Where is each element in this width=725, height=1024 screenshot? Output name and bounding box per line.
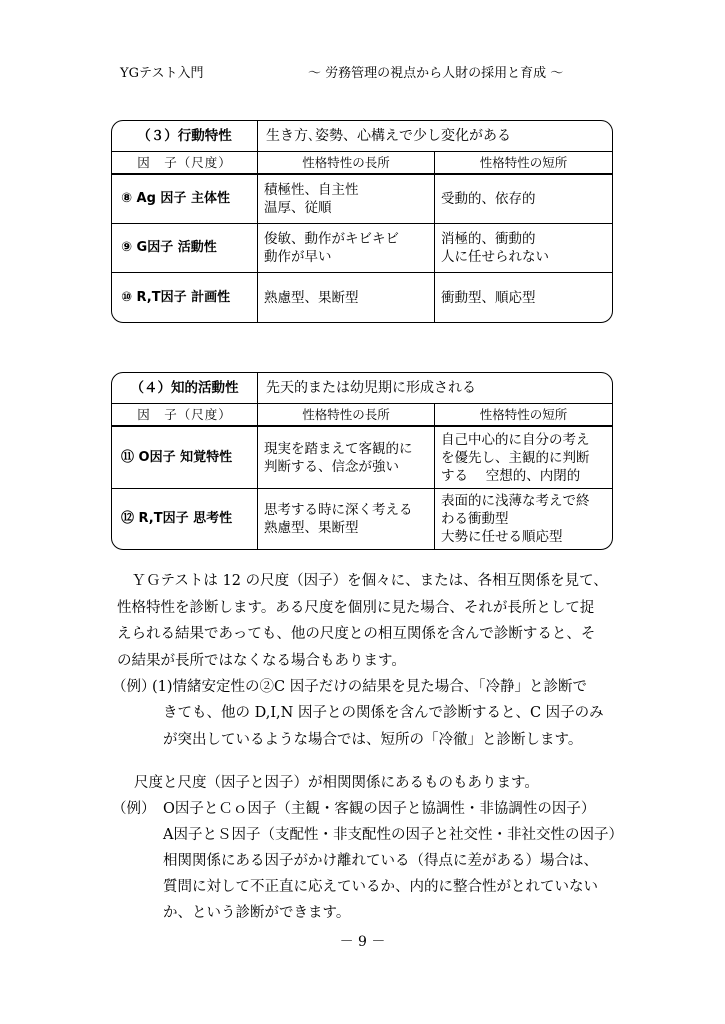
table-header-row: [112, 404, 612, 427]
example-2-label: （例）: [112, 801, 156, 817]
column-header-weaknesses: 性格特性の短所: [479, 406, 568, 422]
table-row: [112, 273, 612, 322]
table-subtitle: 生き方､姿勢、心構えで少し変化がある: [266, 128, 511, 144]
header-left: YGテスト入門: [120, 66, 204, 81]
weaknesses-cell: 衝動型、順応型: [441, 289, 536, 306]
table-title-row: [112, 121, 612, 152]
factor-cell: ⑨ G因子 活動性: [112, 224, 258, 272]
column-header-strengths: 性格特性の長所: [258, 404, 435, 425]
table-intellectual-activity: [111, 372, 613, 550]
factor-cell: ⑪ O因子 知覚特性: [112, 427, 258, 488]
column-header-strengths: 性格特性の長所: [258, 152, 435, 173]
example-1-line: が突出しているような場合では、短所の「冷徹」と診断します。: [163, 732, 583, 748]
weaknesses-cell: 受動的、依存的: [441, 191, 536, 207]
body-paragraph-1: ＹＧテストは 12 の尺度（因子）を個々に、または、各相互関係を見て、 性格特性を診断します。ある尺度を個別に見た場合、それが長所として捉 えられる結果であっても、他の尺度との相互関係を含んで診断すると、そ の結果が長所ではなくなる場合もあります。: [117, 573, 608, 669]
table-subtitle: 先天的または幼児期に形成される: [266, 380, 476, 396]
column-header-factor: 因 子（尺度）: [112, 152, 258, 173]
example-1-label: （例）: [112, 679, 156, 695]
strengths-cell: 現実を踏まえて客観的に 判断する、信念が強い: [258, 427, 435, 488]
strengths-cell: 思考する時に深く考える 熟慮型、果断型: [258, 489, 435, 549]
weaknesses-cell: 自己中心的に自分の考え を優先し、主観的に判断 する 空想的、内閉的: [441, 431, 590, 484]
table-row: [112, 224, 612, 273]
factor-cell: ⑧ Ag 因子 主体性: [112, 175, 258, 223]
strengths-cell: 俊敏、動作がキビキビ 動作が早い: [258, 224, 435, 272]
factor-cell: ⑩ R,T因子 計画性: [112, 273, 258, 322]
table-title: （４）知的活動性: [112, 373, 258, 403]
table-row: [112, 427, 612, 489]
example-1-line: きても、他の D,I,N 因子との関係を含んで診断すると、C 因子のみ: [163, 705, 604, 721]
table-title: （３）行動特性: [112, 121, 258, 151]
table-row: [112, 489, 612, 549]
table-title-row: [112, 373, 612, 404]
body-paragraph-2: 尺度と尺度（因子と因子）が相関関係にあるものもあります。: [134, 775, 539, 791]
table-header-row: [112, 152, 612, 175]
page-number: － 9 －: [339, 934, 386, 950]
example-1-line: (1)情緒安定性の②C 因子だけの結果を見た場合、「冷静」と診断で: [152, 679, 587, 695]
weaknesses-cell: 消極的、衝動的 人に任せられない: [441, 231, 549, 265]
example-2-line: 質問に対して不正直に応えているか、内的に整合性がとれていない: [163, 879, 598, 895]
example-2-line: O因子とＣｏ因子（主観・客観の因子と協調性・非協調性の因子）: [163, 801, 596, 817]
weaknesses-cell: 表面的に浅薄な考えで終 わる衝動型 大勢に任せる順応型: [441, 493, 590, 545]
example-2-line: 相関関係にある因子がかけ離れている（得点に差がある）場合は、: [163, 853, 598, 869]
strengths-cell: 積極性、自主性 温厚、従順: [258, 175, 435, 223]
column-header-factor: 因 子（尺度）: [112, 404, 258, 425]
table-row: [112, 175, 612, 224]
table-behavior-traits: [111, 120, 613, 323]
example-2-line: A因子とＳ因子（支配性・非支配性の因子と社交性・非社交性の因子）: [163, 827, 623, 843]
header-right: ～ 労務管理の視点から人財の採用と育成 ～: [308, 66, 564, 81]
strengths-cell: 熟慮型、果断型: [258, 273, 435, 322]
example-2-line: か、という診断ができます。: [163, 905, 351, 921]
factor-cell: ⑫ R,T因子 思考性: [112, 489, 258, 549]
column-header-weaknesses: 性格特性の短所: [479, 154, 568, 170]
